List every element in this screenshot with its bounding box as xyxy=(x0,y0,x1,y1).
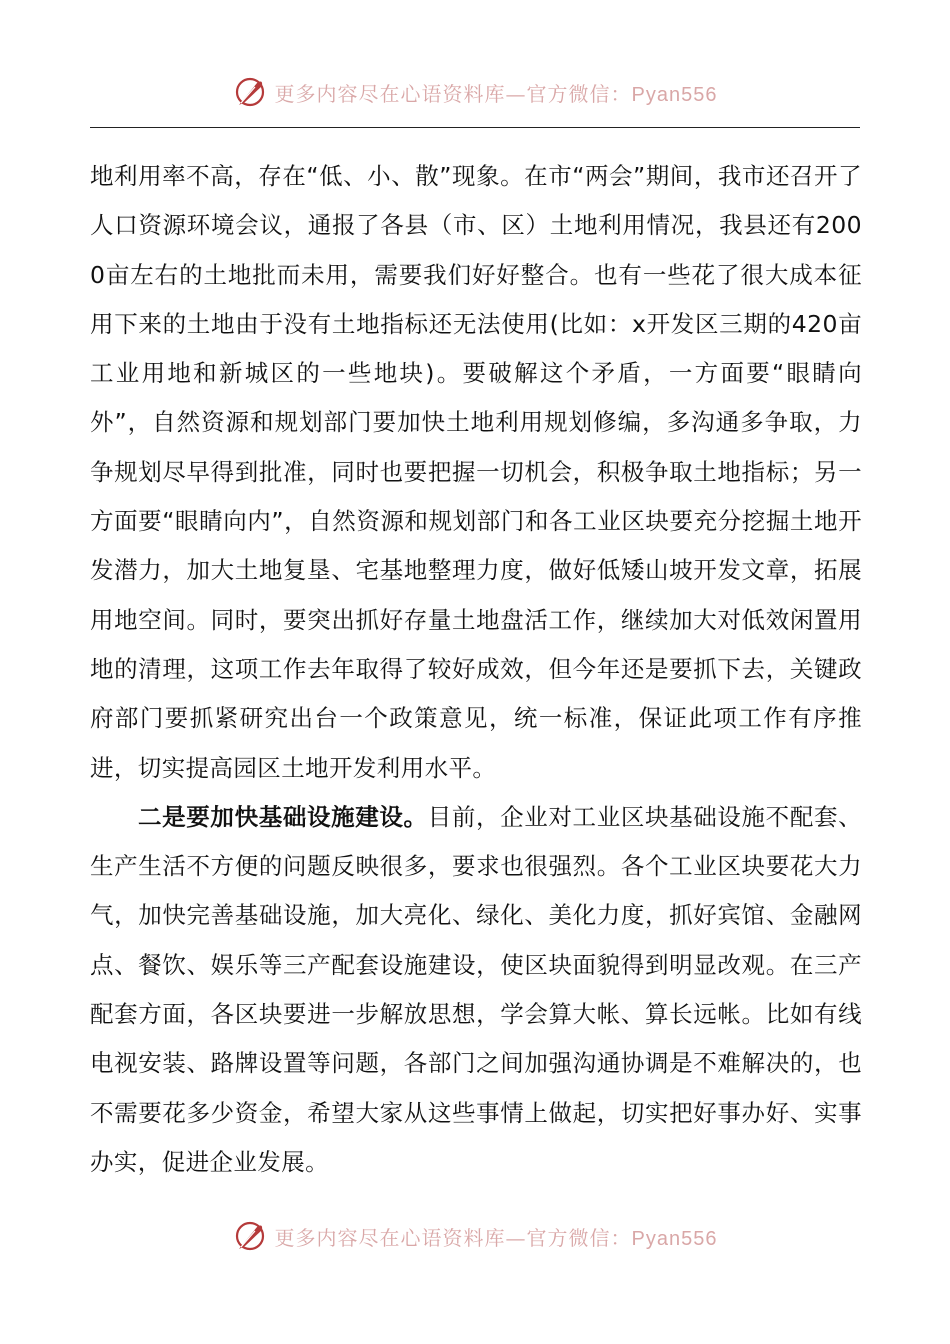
quill-pen-logo-icon xyxy=(233,1219,267,1253)
footer-banner-text xyxy=(275,1222,718,1251)
paragraph-infrastructure xyxy=(90,793,862,1187)
footer-banner xyxy=(0,1216,950,1256)
header-banner xyxy=(0,72,950,112)
header-banner-label: 更多内容尽在心语资料库—官方微信： xyxy=(274,81,632,106)
footer-banner-label: 更多内容尽在心语资料库—官方微信： xyxy=(274,1225,632,1250)
header-banner-text xyxy=(275,78,718,107)
paragraph-land-use: 地利用率不高，存在“低、小、散”现象。在市“两会”期间，我市还召开了人口资源环境会议，通报了各县（市、区）土地利用情况，我县还有2000亩左右的土地批而未用，需要我们好好整合。也有一些花了很大成本征用下来的土地由于没有土地指标还无法使用(比如：x开发区三期的420亩工业用地和新城区的一些地块)。要破解这个矛盾，一方面要“眼睛向外”，自然资源和规划部门要加快土地利用规划修编，多沟通多争取，力争规划尽早得到批准，同时也要把握一切机会，积极争取土地指标；另一方面要“眼睛向内”，自然资源和规划部门和各工业区块要充分挖掘土地开发潜力，加大土地复垦、宅基地整理力度，做好低矮山坡开发文章，拓展用地空间。同时，要突出抓好存量土地盘活工作，继续加大对低效闲置用地的清理，这项工作去年取得了较好成效，但今年还是要抓下去，关键政府部门要抓紧研究出台一个政策意见，统一标准，保证此项工作有序推进，切实提高园区土地开发利用水平。 xyxy=(90,162,862,782)
footer-wechat-id: Pyan556 xyxy=(631,1227,718,1250)
header-divider xyxy=(90,127,860,128)
paragraph-infrastructure-heading: 二是要加快基础设施建设。 xyxy=(138,802,428,831)
document-body xyxy=(90,152,862,1187)
paragraph-infrastructure-text: 目前，企业对工业区块基础设施不配套、生产生活不方便的问题反映很多，要求也很强烈。各个工业区块要花大力气，加快完善基础设施，加大亮化、绿化、美化力度，抓好宾馆、金融网点、餐饮、娱乐等三产配套设施建设，使区块面貌得到明显改观。在三产配套方面，各区块要进一步解放思想，学会算大帐、算长远帐。比如有线电视安装、路牌设置等问题，各部门之间加强沟通协调是不难解决的，也不需要花多少资金，希望大家从这些事情上做起，切实把好事办好、实事办实，促进企业发展。 xyxy=(90,802,862,1176)
quill-pen-logo-icon xyxy=(233,75,267,109)
header-wechat-id: Pyan556 xyxy=(631,83,718,106)
